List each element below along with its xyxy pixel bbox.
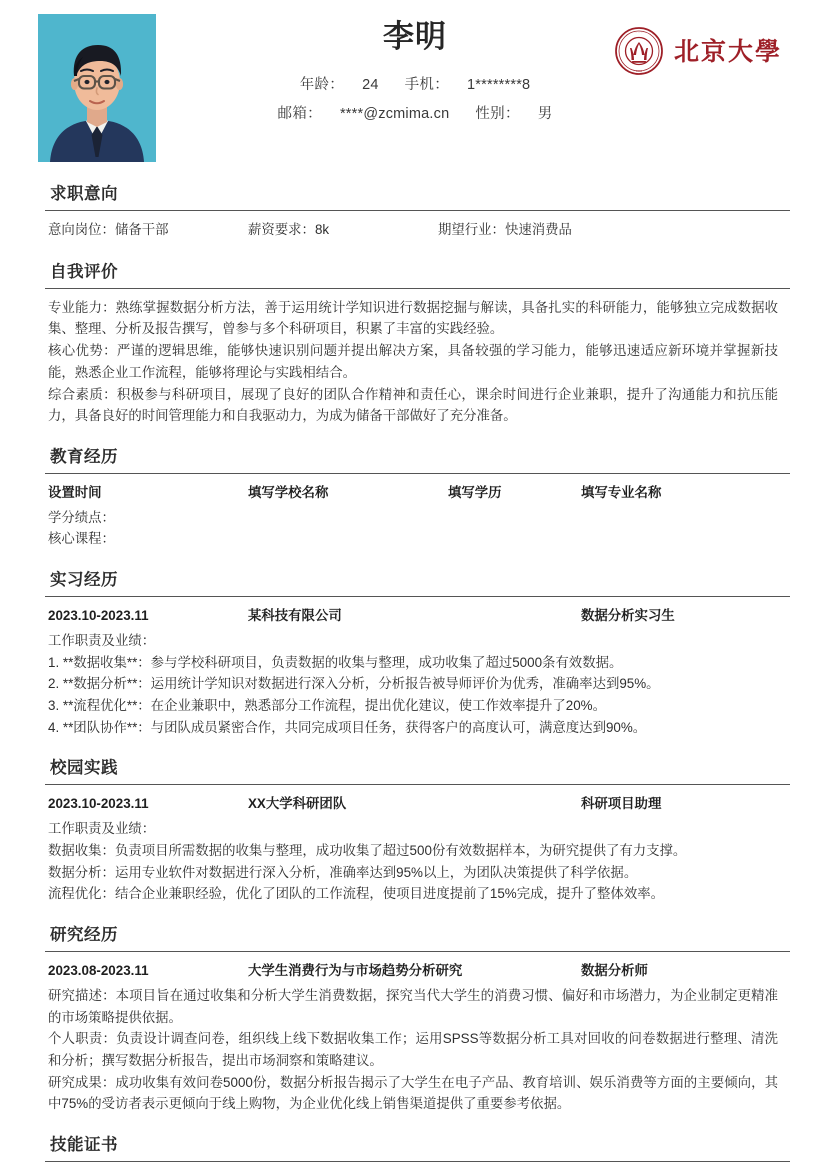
education-col-school: 填写学校名称 <box>248 485 329 500</box>
self-evaluation-body <box>30 297 790 427</box>
section-divider <box>45 596 790 597</box>
section-self-evaluation <box>30 258 790 427</box>
identity-block <box>200 18 630 129</box>
gender-label: 性别： <box>475 105 520 122</box>
campus-date: 2023.10-2023.11 <box>48 796 149 812</box>
school-name: 北京大學 <box>673 36 782 66</box>
portrait-photo <box>38 14 156 162</box>
section-research <box>30 921 790 1115</box>
education-gpa: 学分绩点： <box>48 509 115 525</box>
internship-item: 4. **团队协作**：与团队成员紧密合作，共同完成项目任务，获得客户的高度认可，满意度达到90%。 <box>48 719 647 735</box>
research-project: 大学生消费行为与市场趋势分析研究 <box>248 963 463 979</box>
campus-item: 数据分析：运用专业软件对数据进行深入分析，准确率达到95%以上，为团队决策提供了科学依据。 <box>48 864 638 880</box>
section-divider <box>45 210 790 211</box>
age-value: 24 <box>362 76 379 93</box>
campus-lead: 工作职责及业绩： <box>48 821 156 837</box>
resume-header <box>30 0 790 178</box>
school-logo <box>614 26 782 76</box>
intent-position: 意向岗位：储备干部 <box>48 222 169 237</box>
campus-item: 数据收集：负责项目所需数据的收集与整理，成功收集了超过500份有效数据样本，为研究提供了有力支撑。 <box>48 842 687 858</box>
section-internship <box>30 566 790 738</box>
research-date: 2023.08-2023.11 <box>48 963 149 979</box>
section-divider <box>45 288 790 289</box>
education-core-courses: 核心课程： <box>48 531 115 547</box>
email-value: ****@zcmima.cn <box>339 105 450 122</box>
gender-value: 男 <box>537 105 553 122</box>
section-title-education: 教育经历 <box>50 448 118 466</box>
education-col-time: 设置时间 <box>48 485 102 500</box>
research-details <box>30 985 790 1115</box>
self-evaluation-paragraph: 核心优势：严谨的逻辑思维，能够快速识别问题并提出解决方案，具备较强的学习能力，能够迅速适应新环境并掌握新技能，熟悉企业工作流程，能够将理论与实践相结合。 <box>48 343 778 380</box>
internship-date: 2023.10-2023.11 <box>48 608 149 624</box>
campus-org: XX大学科研团队 <box>248 796 347 812</box>
internship-entry-header <box>30 605 790 628</box>
phone-label: 手机： <box>404 76 450 93</box>
education-details <box>30 507 790 550</box>
research-role: 数据分析师 <box>581 963 648 979</box>
section-skills-certificates <box>30 1131 790 1162</box>
svg-text:· · · · · ·: · · · · · · <box>634 31 644 35</box>
research-entry-header <box>30 960 790 983</box>
campus-entry-header <box>30 793 790 816</box>
section-divider <box>45 473 790 474</box>
age-label: 年龄： <box>299 76 345 93</box>
intent-salary: 薪资要求：8k <box>248 222 330 237</box>
self-evaluation-paragraph: 综合素质：积极参与科研项目，展现了良好的团队合作精神和责任心，课余时间进行企业兼职，提升了沟通能力和抗压能力，具备良好的时间管理能力和自我驱动力，为成为储备干部做好了充分准备。 <box>48 386 778 424</box>
internship-role: 数据分析实习生 <box>581 608 675 624</box>
section-title-campus-practice: 校园实践 <box>50 759 118 778</box>
university-seal-icon <box>614 26 664 76</box>
section-education <box>30 443 790 550</box>
section-title-research: 研究经历 <box>50 926 118 945</box>
education-col-major: 填写专业名称 <box>581 485 662 500</box>
section-campus-practice <box>30 754 790 905</box>
education-col-degree: 填写学历 <box>448 485 502 500</box>
campus-role: 科研项目助理 <box>581 796 662 812</box>
job-intent-row <box>30 219 790 242</box>
research-paragraph: 研究描述：本项目旨在通过收集和分析大学生消费数据，探究当代大学生的消费习惯、偏好和市场潜力，为企业制定更精准的市场策略提供依据。 <box>48 987 778 1025</box>
email-label: 邮箱： <box>277 105 322 122</box>
research-paragraph: 研究成果：成功收集有效问卷5000份，数据分析报告揭示了大学生在电子产品、教育培训、娱乐消费等方面的主要倾向，其中75%的受访者表示更倾向于线上购物，为企业优化线上销售渠道提供了重要参考依据。 <box>48 1074 778 1112</box>
internship-item: 1. **数据收集**：参与学校科研项目，负责数据的收集与整理，成功收集了超过5000条有效数据。 <box>48 654 623 670</box>
research-paragraph: 个人职责：负责设计调查问卷，组织线上线下数据收集工作；运用SPSS等数据分析工具对回收的问卷数据进行整理、清洗和分析；撰写数据分析报告，提出市场洞察和策略建议。 <box>48 1031 778 1068</box>
contact-line-1 <box>200 71 630 100</box>
campus-item: 流程优化：结合企业兼职经验，优化了团队的工作流程，使项目进度提前了15%完成，提升了整体效率。 <box>48 886 664 902</box>
phone-value: 1********8 <box>467 76 531 93</box>
internship-company: 某科技有限公司 <box>248 608 342 624</box>
intent-industry: 期望行业：快速消费品 <box>438 222 572 237</box>
internship-lead: 工作职责及业绩： <box>48 632 156 648</box>
section-title-job-intent: 求职意向 <box>50 185 118 203</box>
section-title-self-evaluation: 自我评价 <box>50 262 118 281</box>
contact-line-2 <box>200 100 630 129</box>
section-divider <box>45 951 790 952</box>
section-divider <box>45 784 790 785</box>
internship-details <box>30 630 790 739</box>
internship-item: 3. **流程优化**：在企业兼职中，熟悉部分工作流程，提出优化建议，使工作效率提升了20%。 <box>48 698 606 714</box>
section-title-internship: 实习经历 <box>50 571 118 590</box>
candidate-name: 李明 <box>383 19 447 54</box>
svg-text:1898: 1898 <box>635 70 643 73</box>
section-title-skills-certificates: 技能证书 <box>50 1136 118 1155</box>
self-evaluation-paragraph: 专业能力：熟练掌握数据分析方法，善于运用统计学知识进行数据挖掘与解读，具备扎实的科研能力，能够独立完成数据收集、整理、分析及报告撰写，曾参与多个科研项目，积累了丰富的实践经验。 <box>48 299 778 337</box>
campus-details <box>30 818 790 905</box>
section-job-intent <box>30 180 790 242</box>
internship-item: 2. **数据分析**：运用统计学知识对数据进行深入分析，分析报告被导师评价为优秀，准确率达到95%。 <box>48 676 660 692</box>
education-column-headers <box>30 482 790 505</box>
